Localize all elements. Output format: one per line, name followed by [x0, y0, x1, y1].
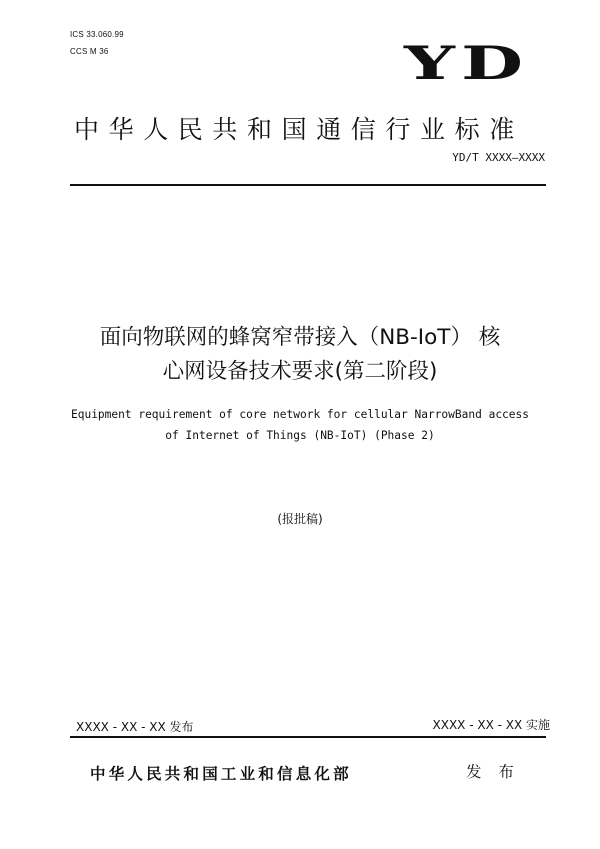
- issuing-authority: 中华人民共和国工业和信息化部: [90, 765, 352, 783]
- header-divider: [70, 184, 546, 186]
- standard-number: YD/T XXXX—XXXX: [452, 151, 545, 164]
- draft-status: (报批稿): [277, 512, 323, 526]
- title-en-line2: of Internet of Things (NB-IoT) (Phase 2): [165, 429, 435, 442]
- ics-code: ICS 33.060.99: [70, 30, 124, 39]
- implement-date: XXXX - XX - XX 实施: [432, 718, 550, 732]
- ccs-code: CCS M 36: [70, 47, 109, 56]
- yd-logo: YD: [404, 36, 530, 90]
- standard-category: 中华人民共和国通信行业标准: [74, 115, 524, 144]
- publish-date: XXXX - XX - XX 发布: [76, 720, 194, 734]
- issue-label: 发 布: [466, 763, 520, 781]
- footer-divider: [70, 736, 546, 738]
- title-cn-line2: 心网设备技术要求(第二阶段): [162, 359, 438, 384]
- title-cn-line1: 面向物联网的蜂窝窄带接入（NB-IoT） 核: [99, 325, 501, 350]
- title-en-line1: Equipment requirement of core network for cellular NarrowBand access: [70, 408, 529, 421]
